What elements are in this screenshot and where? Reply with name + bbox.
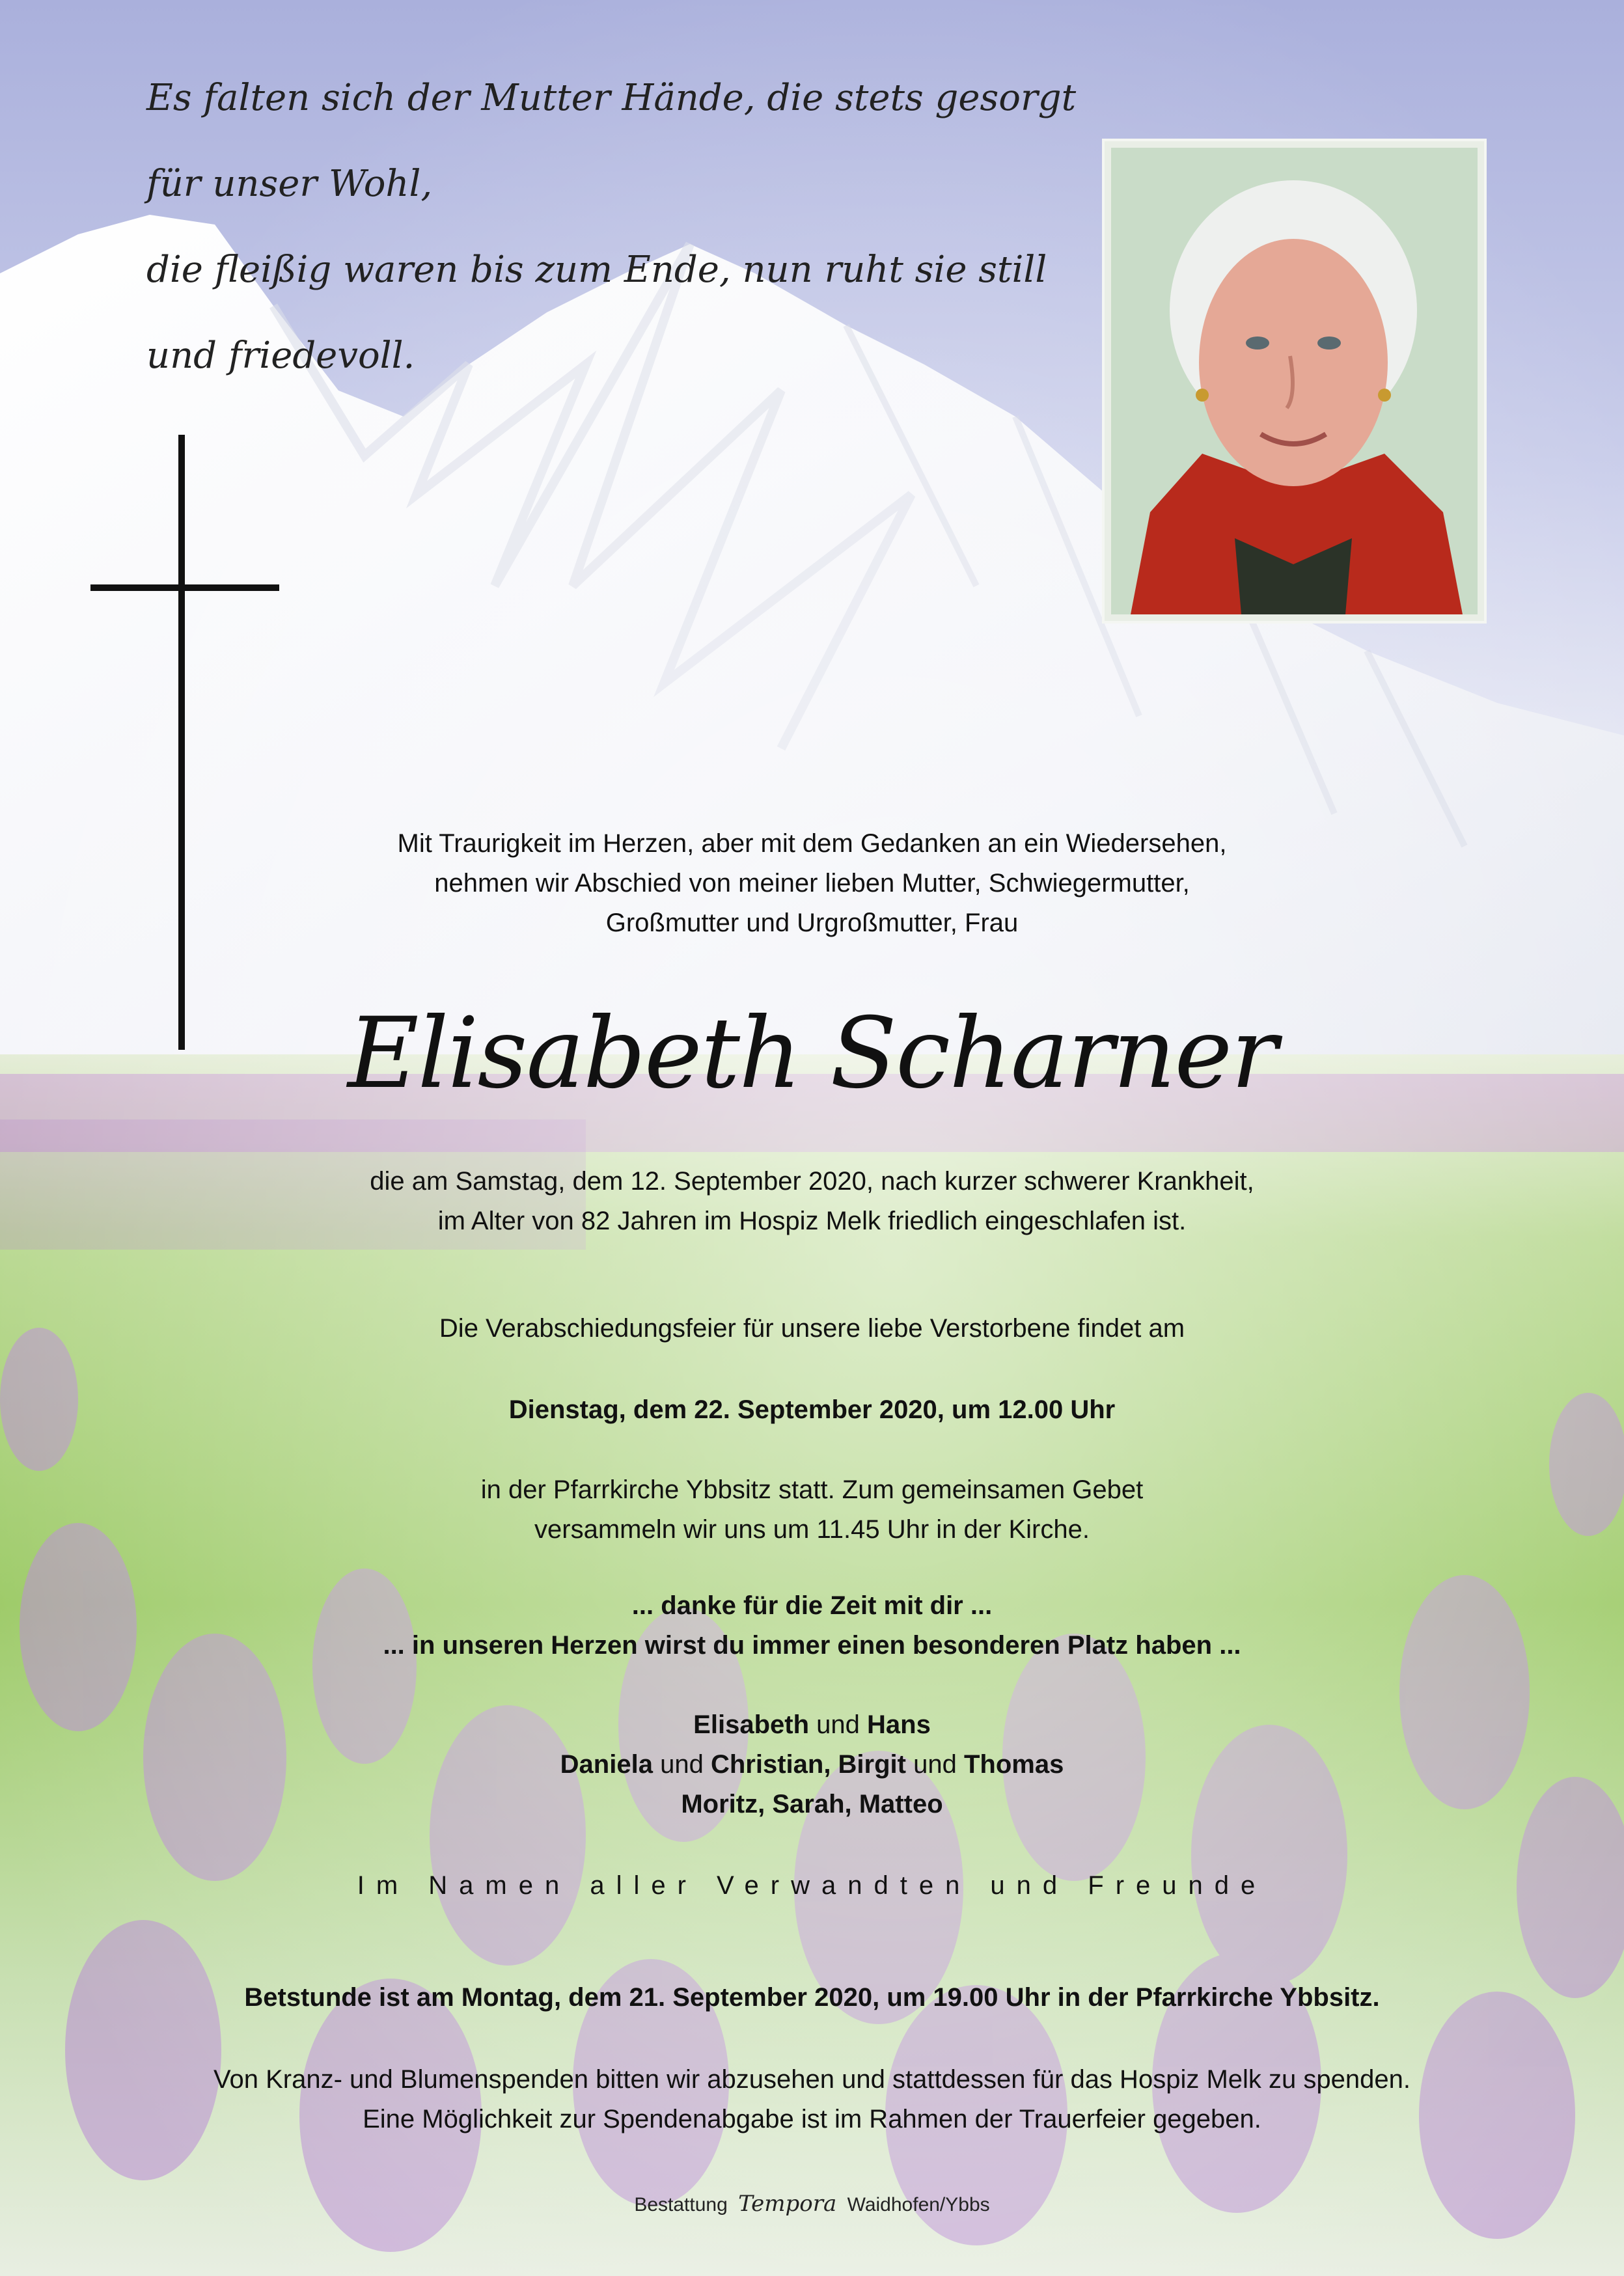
family-name: Thomas <box>963 1750 1064 1779</box>
family-name: Christian, Birgit <box>710 1750 906 1779</box>
thanks-line-2: ... in unseren Herzen wirst du immer einen besonderen Platz haben ... <box>383 1631 1241 1660</box>
family-row-2 <box>0 1745 1624 1785</box>
intro-line-2: nehmen wir Abschied von meiner lieben Mutter, Schwiegermutter, <box>434 869 1190 898</box>
ceremony-place-line-1: in der Pfarrkirche Ybbsitz statt. Zum gemeinsamen Gebet <box>480 1475 1144 1504</box>
cross-icon-bar <box>90 584 279 591</box>
ceremony-date: Dienstag, dem 22. September 2020, um 12.00 Uhr <box>508 1395 1116 1424</box>
death-line-2: im Alter von 82 Jahren im Hospiz Melk friedlich eingeschlafen ist. <box>437 1207 1187 1235</box>
memorial-quote <box>146 55 1110 399</box>
family-name: Elisabeth <box>693 1710 810 1739</box>
family-row-3 <box>0 1785 1624 1824</box>
cross-icon <box>178 435 185 1050</box>
death-line-1: die am Samstag, dem 12. September 2020, nach kurzer schwerer Krankheit, <box>370 1167 1254 1196</box>
footer-prefix: Bestattung <box>634 2194 728 2215</box>
thanks-text <box>0 1586 1624 1666</box>
prayer-notice: Betstunde ist am Montag, dem 21. September 2020, um 19.00 Uhr in der Pfarrkirche Ybbsitz. <box>244 1983 1380 2012</box>
portrait-image <box>1111 148 1478 614</box>
intro-text <box>0 824 1624 943</box>
funeral-home-footer <box>0 2191 1624 2217</box>
thanks-line-1: ... danke für die Zeit mit dir ... <box>631 1591 993 1620</box>
family-and: und <box>913 1750 957 1779</box>
footer-location: Waidhofen/Ybbs <box>847 2194 990 2215</box>
intro-line-1: Mit Traurigkeit im Herzen, aber mit dem Gedanken an ein Wiedersehen, <box>397 829 1227 858</box>
quote-line-2: die fleißig waren bis zum Ende, nun ruht sie still und friedevoll. <box>146 249 1047 377</box>
deceased-name: Elisabeth Scharner <box>348 997 1276 1110</box>
quote-line-1: Es falten sich der Mutter Hände, die stets gesorgt für unser Wohl, <box>146 77 1077 205</box>
family-names <box>0 1705 1624 1824</box>
family-and: und <box>816 1710 860 1739</box>
portrait-photo <box>1102 139 1487 624</box>
ceremony-place-line-2: versammeln wir uns um 11.45 Uhr in der Kirche. <box>534 1515 1090 1544</box>
donation-notice <box>0 2060 1624 2139</box>
ceremony-intro: Die Verabschiedungsfeier für unsere liebe Verstorbene findet am <box>439 1314 1185 1343</box>
family-and: und <box>660 1750 704 1779</box>
ceremony-place <box>0 1470 1624 1550</box>
intro-line-3: Großmutter und Urgroßmutter, Frau <box>605 909 1019 937</box>
family-name: Moritz, Sarah, Matteo <box>681 1790 943 1818</box>
relatives-line: Im Namen aller Verwandten und Freunde <box>357 1871 1267 1900</box>
family-name: Daniela <box>560 1750 653 1779</box>
funeral-home-logo: Tempora <box>738 2191 837 2217</box>
donation-line-2: Eine Möglichkeit zur Spendenabgabe ist im Rahmen der Trauerfeier gegeben. <box>363 2105 1261 2133</box>
family-name: Hans <box>867 1710 931 1739</box>
donation-line-1: Von Kranz- und Blumenspenden bitten wir abzusehen und stattdessen für das Hospiz Melk zu spenden. <box>213 2065 1411 2094</box>
death-notice <box>0 1162 1624 1241</box>
family-row-1 <box>0 1705 1624 1745</box>
